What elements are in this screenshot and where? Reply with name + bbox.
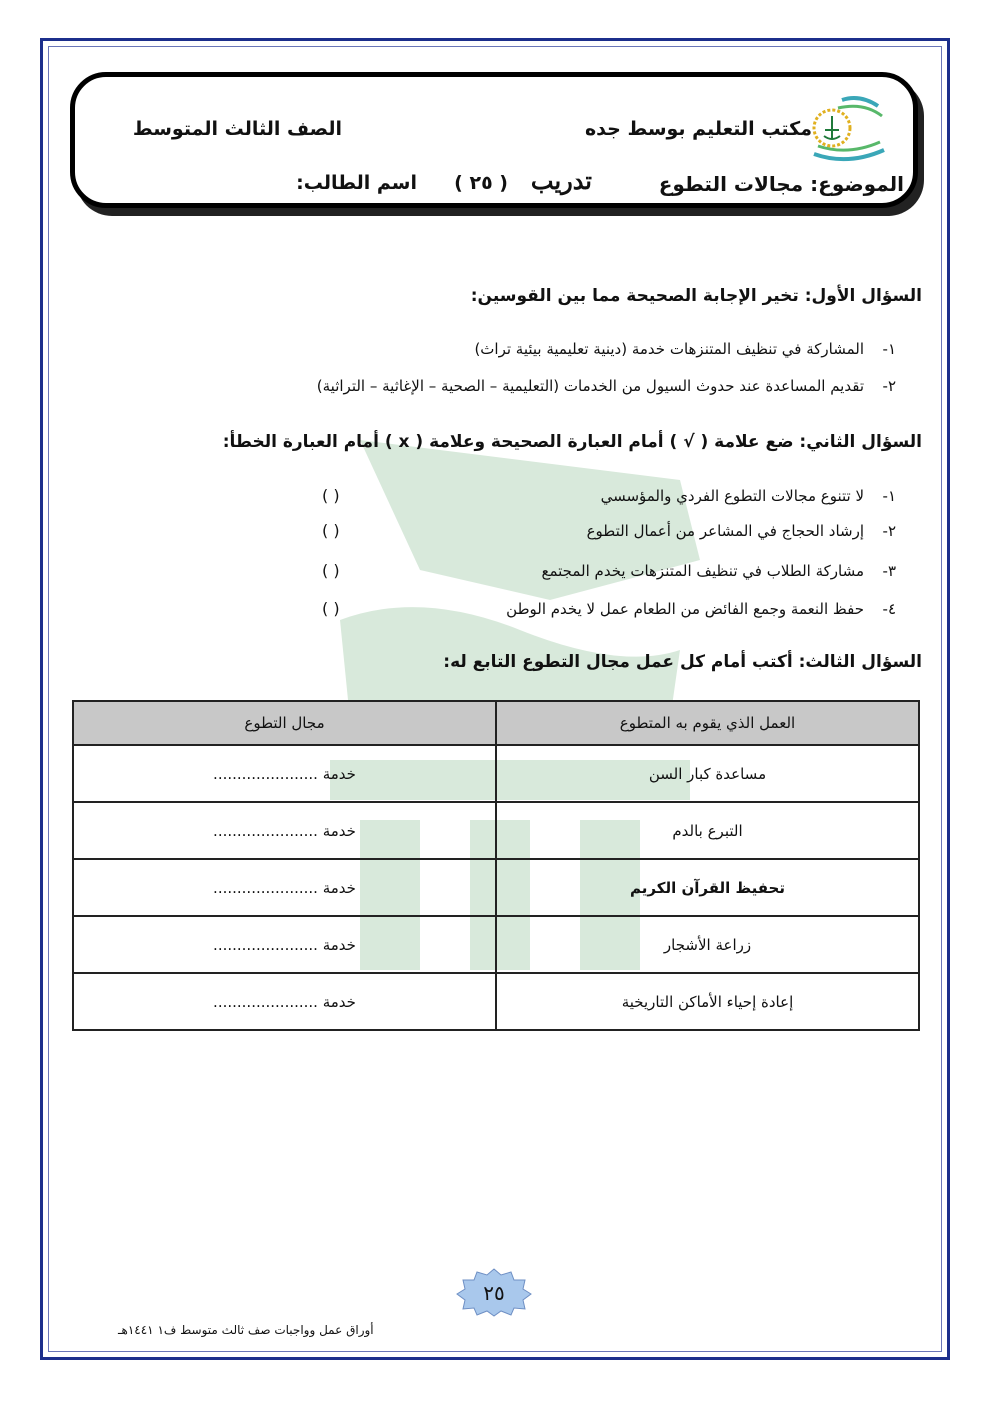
q1-title: السؤال الأول: تخير الإجابة الصحيحة مما بين القوسين: (470, 286, 922, 306)
q2-item-4-num: ٤- (882, 600, 896, 618)
q2-answer-2[interactable]: ( ) (322, 521, 340, 540)
field-cell[interactable]: خدمة ...................... (73, 973, 496, 1030)
q2-item-4 (506, 600, 896, 618)
table-row (73, 745, 919, 802)
training-number: ( ٢٥ ) (454, 172, 508, 194)
q3-title: السؤال الثالث: أكتب أمام كل عمل مجال التطوع التابع له: (443, 652, 922, 672)
q2-item-3 (542, 562, 897, 580)
q2-item-1-num: ١- (882, 487, 896, 505)
table-row (73, 859, 919, 916)
education-office: مكتب التعليم بوسط جده (584, 118, 812, 140)
subject-label: الموضوع: مجالات التطوع (658, 172, 904, 196)
q1-item-2-num: ٢- (882, 377, 896, 395)
q1-item-2 (317, 377, 896, 395)
work-cell: تحفيظ القرآن الكريم (496, 859, 919, 916)
page-number: ٢٥ (483, 1281, 505, 1305)
q1-item-1-text: المشاركة في تنظيف المتنزهات خدمة (دينية تعليمية بيئية تراث) (474, 340, 864, 358)
q2-answer-1[interactable]: ( ) (322, 486, 340, 505)
q2-item-2 (587, 522, 896, 540)
field-cell[interactable]: خدمة ...................... (73, 802, 496, 859)
q2-answer-3[interactable]: ( ) (322, 561, 340, 580)
header-field: مجال التطوع (73, 701, 496, 745)
q2-item-3-num: ٣- (882, 562, 896, 580)
work-cell: إعادة إحياء الأماكن التاريخية (496, 973, 919, 1030)
work-cell: مساعدة كبار السن (496, 745, 919, 802)
footer-text: أوراق عمل وواجبات صف ثالث متوسط ف١ ١٤٤١هـ (118, 1323, 374, 1337)
table-header-row (73, 701, 919, 745)
ministry-logo (808, 90, 892, 166)
student-name-label: اسم الطالب: (296, 172, 417, 194)
q2-item-2-text: إرشاد الحجاج في المشاعر من أعمال التطوع (586, 522, 864, 540)
q1-item-2-text: تقديم المساعدة عند حدوث السيول من الخدمات (التعليمية – الصحية – الإغاثية – التراثية) (316, 377, 864, 395)
q2-item-1-text: لا تتنوع مجالات التطوع الفردي والمؤسسي (600, 487, 864, 505)
q2-title: السؤال الثاني: ضع علامة ( √ ) أمام العبارة الصحيحة وعلامة ( x ) أمام العبارة الخطأ: (222, 432, 922, 452)
page-number-badge (455, 1267, 533, 1317)
header-work: العمل الذي يقوم به المتطوع (496, 701, 919, 745)
q2-answer-4[interactable]: ( ) (322, 599, 340, 618)
work-cell: التبرع بالدم (496, 802, 919, 859)
volunteer-table (72, 700, 920, 1031)
q1-item-1 (474, 340, 896, 358)
q1-item-1-num: ١- (882, 340, 896, 358)
q2-item-3-text: مشاركة الطلاب في تنظيف المتنزهات يخدم المجتمع (541, 562, 864, 580)
q2-item-1 (601, 487, 896, 505)
grade-label: الصف الثالث المتوسط (132, 118, 342, 140)
field-cell[interactable]: خدمة ...................... (73, 916, 496, 973)
q2-item-2-num: ٢- (882, 522, 896, 540)
field-cell[interactable]: خدمة ...................... (73, 859, 496, 916)
field-cell[interactable]: خدمة ...................... (73, 745, 496, 802)
table-row (73, 916, 919, 973)
work-cell: زراعة الأشجار (496, 916, 919, 973)
table-row (73, 973, 919, 1030)
table-row (73, 802, 919, 859)
q2-item-4-text: حفظ النعمة وجمع الفائض من الطعام عمل لا يخدم الوطن (506, 600, 864, 618)
training-word: تدريب (530, 166, 592, 195)
